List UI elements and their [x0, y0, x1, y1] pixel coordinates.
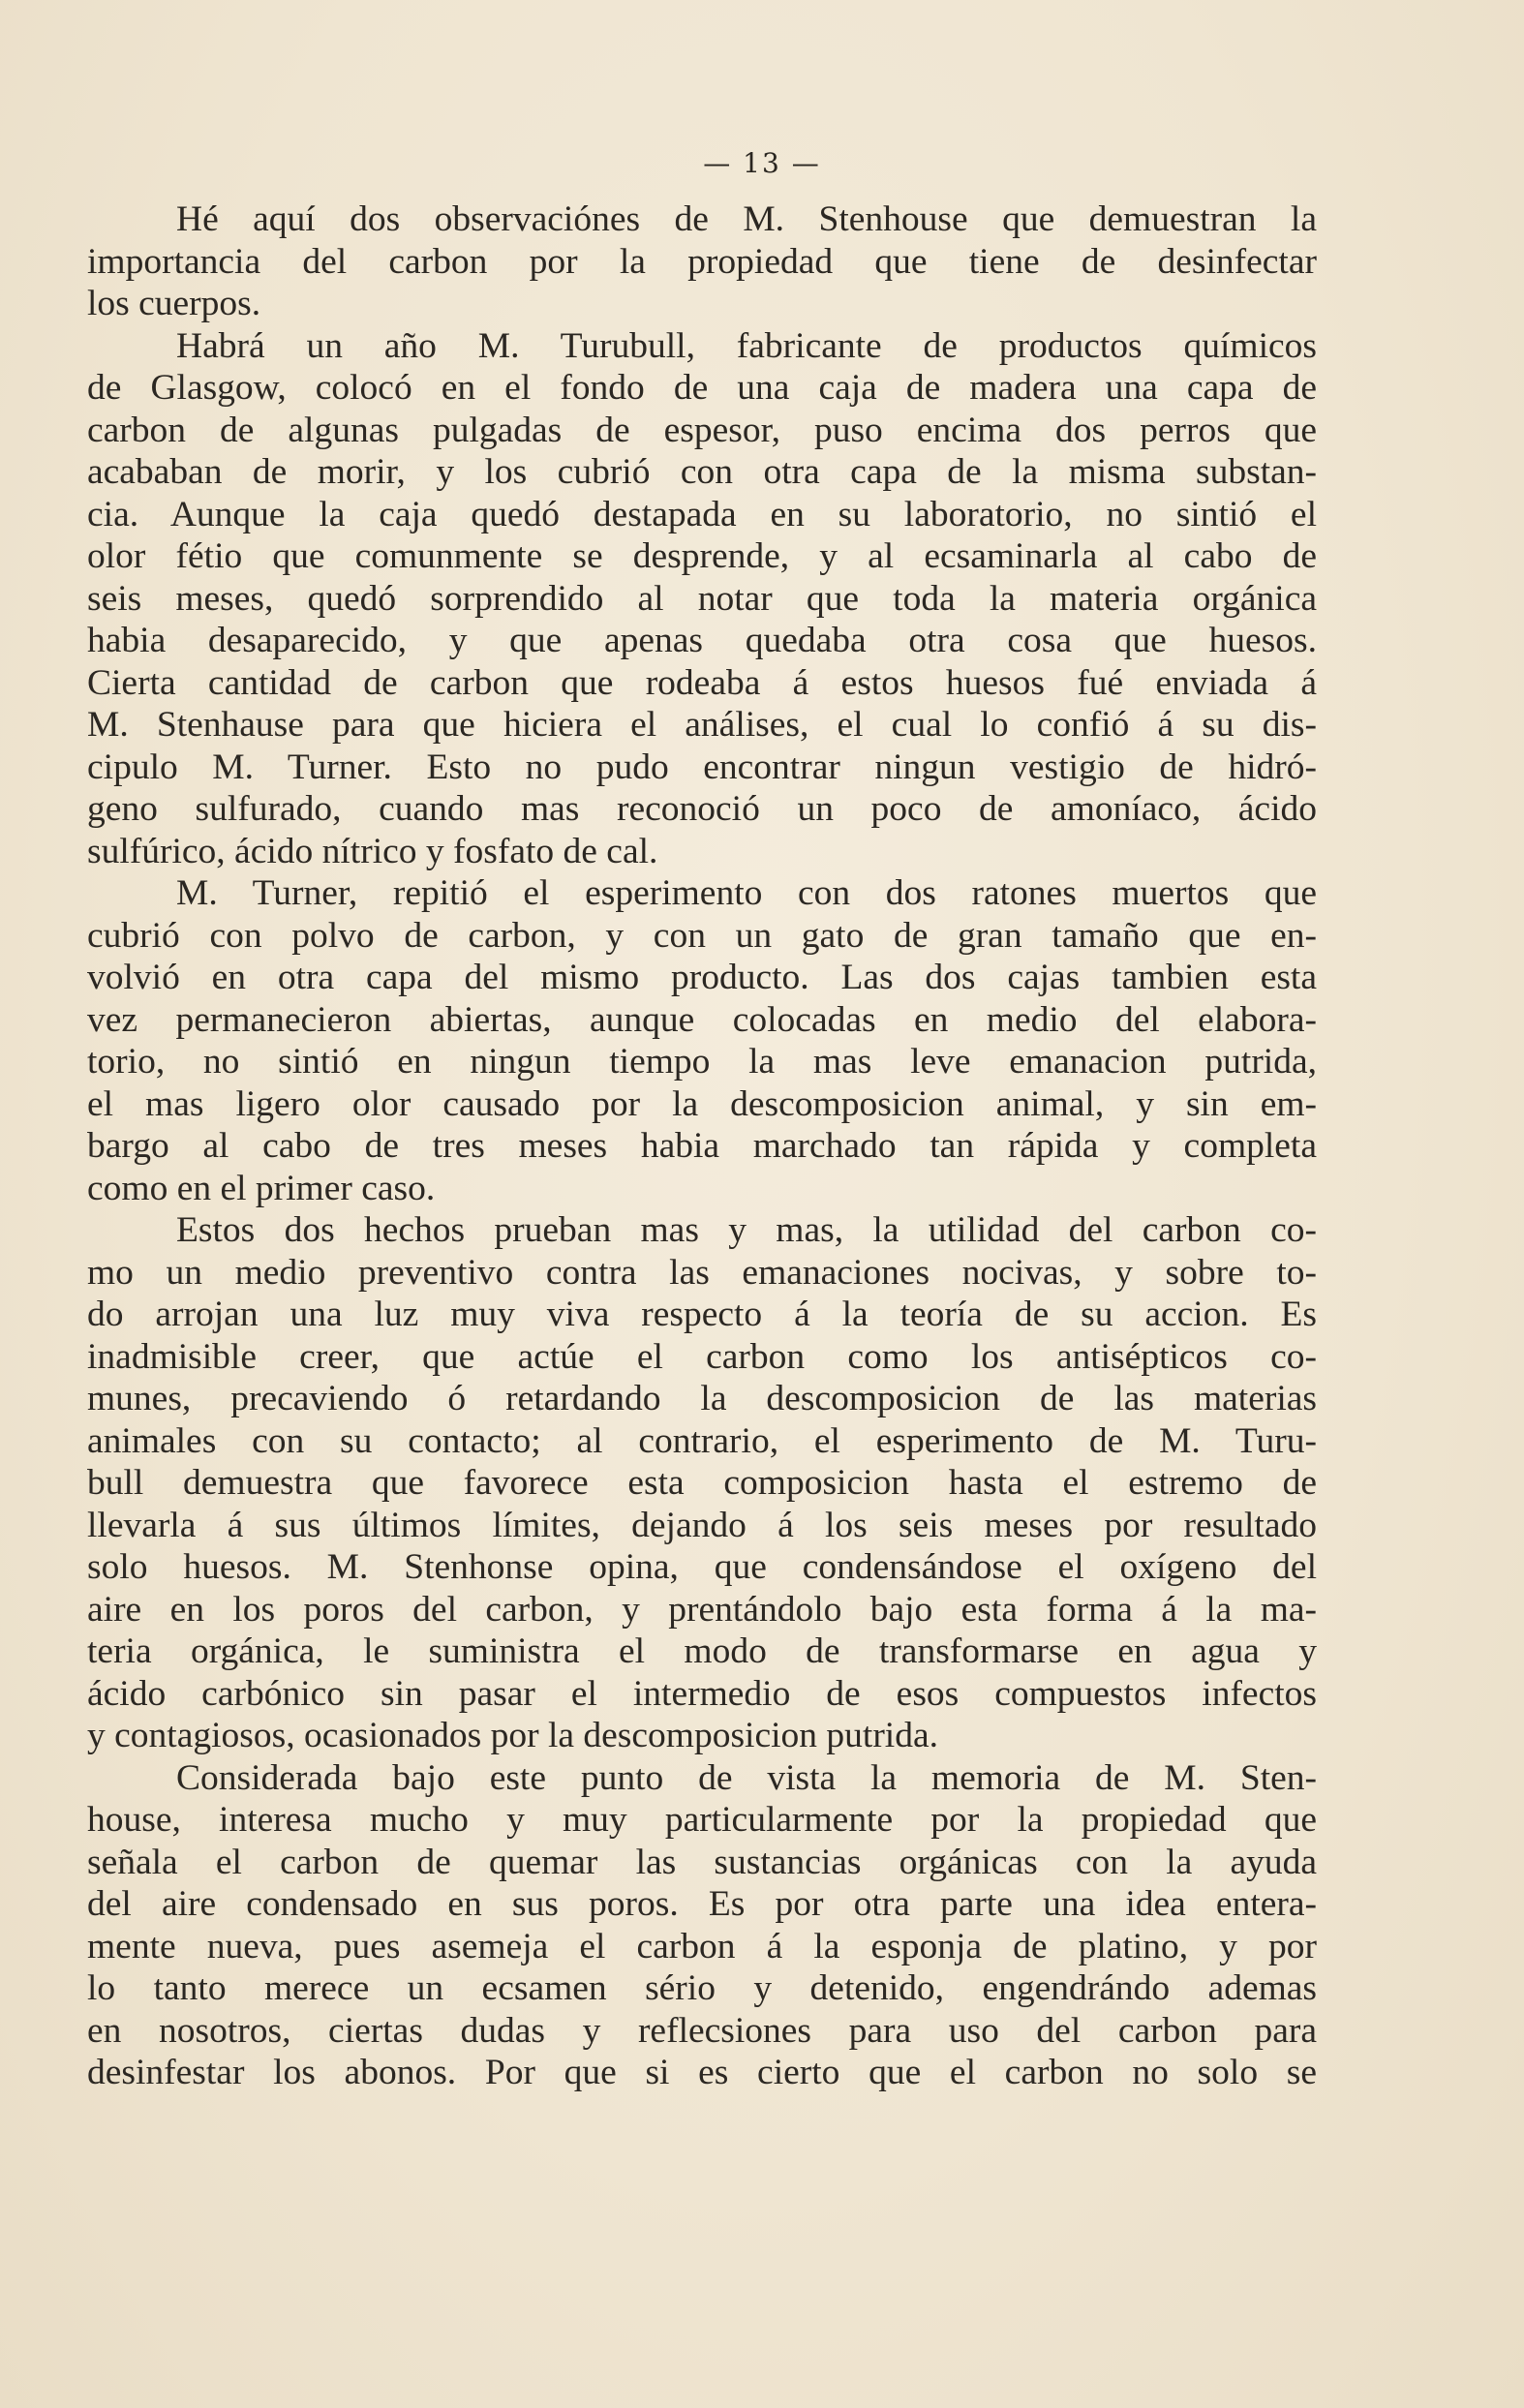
text-line: habia desaparecido, y que apenas quedaba otra cosa que huesos. — [87, 621, 1317, 660]
text-line: M. Stenhause para que hiciera el análises, el cual lo confió á su dis- — [87, 705, 1317, 745]
text-line: sulfúrico, ácido nítrico y fosfato de cal. — [87, 831, 658, 871]
text-line: mente nueva, pues asemeja el carbon á la esponja de platino, y por — [87, 1926, 1317, 1966]
text-line: solo huesos. M. Stenhonse opina, que condensándose el oxígeno del — [87, 1547, 1317, 1587]
text-line: acababan de morir, y los cubrió con otra capa de la misma substan- — [87, 452, 1317, 492]
text-line: do arrojan una luz muy viva respecto á la teoría de su accion. Es — [87, 1295, 1317, 1334]
text-line: y contagiosos, ocasionados por la descomposicion putrida. — [87, 1716, 938, 1755]
text-line: Considerada bajo este punto de vista la memoria de M. Sten- — [176, 1757, 1317, 1798]
text-line: aire en los poros del carbon, y prentándolo bajo esta forma á la ma- — [87, 1589, 1317, 1630]
text-line: mo un medio preventivo contra las emanaciones nocivas, y sobre to- — [87, 1252, 1317, 1293]
text-line: munes, precaviendo ó retardando la descomposicion de las materias — [87, 1379, 1317, 1418]
text-line: Hé aquí dos observaciónes de M. Stenhouse que demuestran la — [176, 199, 1317, 239]
text-line: vez permanecieron abiertas, aunque colocadas en medio del elabora- — [87, 999, 1317, 1040]
text-line: teria orgánica, le suministra el modo de transformarse en agua y — [87, 1631, 1317, 1671]
text-line: Habrá un año M. Turubull, fabricante de productos químicos — [176, 325, 1317, 366]
text-line: geno sulfurado, cuando mas reconoció un poco de amoníaco, ácido — [87, 789, 1317, 829]
text-line: olor fétio que comunmente se desprende, y al ecsaminarla al cabo de — [87, 536, 1317, 576]
text-line: torio, no sintió en ningun tiempo la mas leve emanacion putrida, — [87, 1042, 1317, 1082]
text-line: del aire condensado en sus poros. Es por otra parte una idea entera- — [87, 1884, 1317, 1924]
text-line: en nosotros, ciertas dudas y reflecsiones para uso del carbon para — [87, 2010, 1317, 2051]
text-line: carbon de algunas pulgadas de espesor, puso encima dos perros que — [87, 410, 1317, 450]
text-line: llevarla á sus últimos límites, dejando á los seis meses por resultado — [87, 1505, 1317, 1545]
text-line: cipulo M. Turner. Esto no pudo encontrar ningun vestigio de hidró- — [87, 747, 1317, 787]
text-line: volvió en otra capa del mismo producto. Las dos cajas tambien esta — [87, 958, 1317, 997]
text-line: los cuerpos. — [87, 284, 261, 323]
text-line: M. Turner, repitió el esperimento con dos ratones muertos que — [176, 873, 1317, 913]
text-line: de Glasgow, colocó en el fondo de una caja de madera una capa de — [87, 368, 1317, 408]
body-text — [87, 198, 1317, 2094]
text-line: Estos dos hechos prueban mas y mas, la utilidad del carbon co- — [176, 1210, 1317, 1250]
text-line: lo tanto merece un ecsamen sério y detenido, engendrándo ademas — [87, 1968, 1317, 2008]
text-line: el mas ligero olor causado por la descomposicion animal, y sin em- — [87, 1083, 1317, 1124]
text-line: importancia del carbon por la propiedad que tiene de desinfectar — [87, 241, 1317, 282]
text-line: Cierta cantidad de carbon que rodeaba á estos huesos fué enviada á — [87, 662, 1317, 703]
text-line: animales con su contacto; al contrario, el esperimento de M. Turu- — [87, 1420, 1317, 1461]
page-number: — 13 — — [703, 147, 821, 179]
text-line: señala el carbon de quemar las sustancias orgánicas con la ayuda — [87, 1842, 1317, 1882]
text-line: inadmisible creer, que actúe el carbon como los antisépticos co- — [87, 1336, 1317, 1377]
text-line: como en el primer caso. — [87, 1168, 436, 1208]
text-line: bargo al cabo de tres meses habia marchado tan rápida y completa — [87, 1126, 1317, 1166]
text-line: cubrió con polvo de carbon, y con un gato de gran tamaño que en- — [87, 915, 1317, 956]
text-line: seis meses, quedó sorprendido al notar que toda la materia orgánica — [87, 578, 1317, 619]
text-line: cia. Aunque la caja quedó destapada en su laboratorio, no sintió el — [87, 494, 1317, 534]
text-line: ácido carbónico sin pasar el intermedio de esos compuestos infectos — [87, 1673, 1317, 1714]
text-line: bull demuestra que favorece esta composicion hasta el estremo de — [87, 1463, 1317, 1503]
text-line: house, interesa mucho y muy particularmente por la propiedad que — [87, 1800, 1317, 1840]
text-line: desinfestar los abonos. Por que si es cierto que el carbon no solo se — [87, 2053, 1317, 2092]
